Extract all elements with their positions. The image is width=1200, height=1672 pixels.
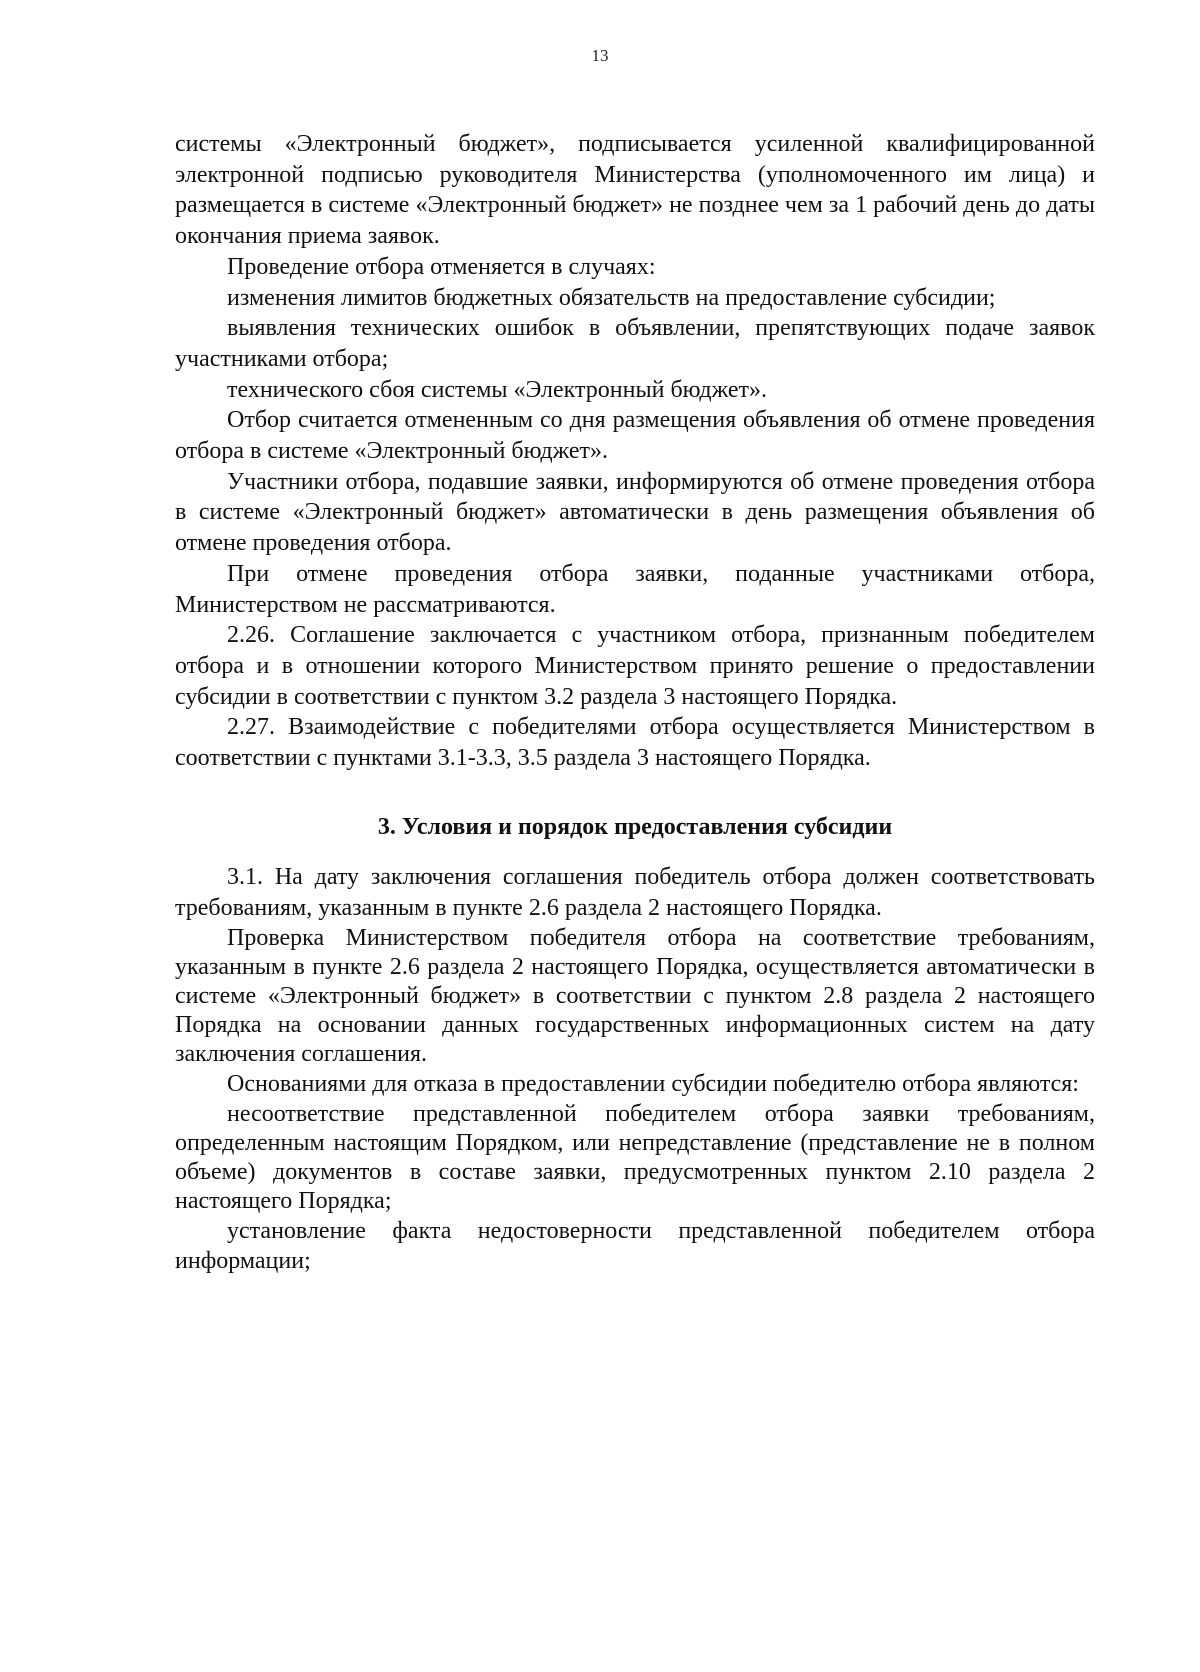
page-number: 13: [591, 46, 609, 65]
paragraph-applications-not-considered: При отмене проведения отбора заявки, поданные участниками отбора, Министерством не рассматриваются.: [175, 560, 1095, 618]
section-heading: 3. Условия и порядок предоставления субсидии: [377, 813, 893, 840]
paragraph-cancellation-case-2: выявления технических ошибок в объявлении, препятствующих подаче заявок участниками отбора;: [175, 315, 1095, 372]
paragraph-clause-2-26: 2.26. Соглашение заключается с участником отбора, признанным победителем отбора и в отношении которого Министерством принято решение о предоставлении субсидии в соответствии с пунктом 3.2 раздела 3 настоящего Порядка.: [175, 622, 1095, 710]
paragraph-continuation: системы «Электронный бюджет», подписывается усиленной квалифицированной электронной подписью руководителя Министерства (уполномоченного им лица) и размещается в системе «Электронный бюджет» не позднее чем за 1 рабочий день до даты окончания приема заявок.: [175, 131, 1095, 250]
paragraph-refusal-grounds: Основаниями для отказа в предоставлении субсидии победителю отбора являются:: [227, 1070, 1079, 1097]
paragraph-cancellation-case-3: технического сбоя системы «Электронный бюджет».: [227, 376, 767, 403]
paragraph-cancellation-intro: Проведение отбора отменяется в случаях:: [227, 253, 656, 280]
paragraph-clause-3-1: 3.1. На дату заключения соглашения победитель отбора должен соответствовать требованиям, указанным в пункте 2.6 раздела 2 настоящего Порядка.: [175, 864, 1095, 922]
paragraph-participants-informed: Участники отбора, подавшие заявки, информируются об отмене проведения отбора в системе «Электронный бюджет» автоматически в день размещения объявления об отмене проведения отбора.: [175, 468, 1095, 557]
paragraph-refusal-ground-1: несоответствие представленной победителем отбора заявки требованиям, определенным настоящим Порядком, или непредставление (представление не в полном объеме) документов в составе заявки, предусмотренных пунктом 2.10 раздела 2 настоящего Порядка;: [175, 1100, 1095, 1214]
paragraph-clause-2-27: 2.27. Взаимодействие с победителями отбора осуществляется Министерством в соответствии с пунктами 3.1-3.3, 3.5 раздела 3 настоящего Порядка.: [175, 714, 1095, 772]
paragraph-cancellation-effective: Отбор считается отмененным со дня размещения объявления об отмене проведения отбора в системе «Электронный бюджет».: [175, 407, 1095, 465]
paragraph-refusal-ground-2: установление факта недостоверности представленной победителем отбора информации;: [175, 1217, 1095, 1275]
paragraph-cancellation-case-1: изменения лимитов бюджетных обязательств на предоставление субсидии;: [227, 284, 996, 311]
paragraph-verification: Проверка Министерством победителя отбора на соответствие требованиям, указанным в пункте 2.6 раздела 2 настоящего Порядка, осуществляется автоматически в системе «Электронный бюджет» в соответствии с пунктом 2.8 раздела 2 настоящего Порядка на основании данных государственных информационных систем на дату заключения соглашения.: [175, 924, 1095, 1067]
document-body: [175, 129, 1095, 1277]
